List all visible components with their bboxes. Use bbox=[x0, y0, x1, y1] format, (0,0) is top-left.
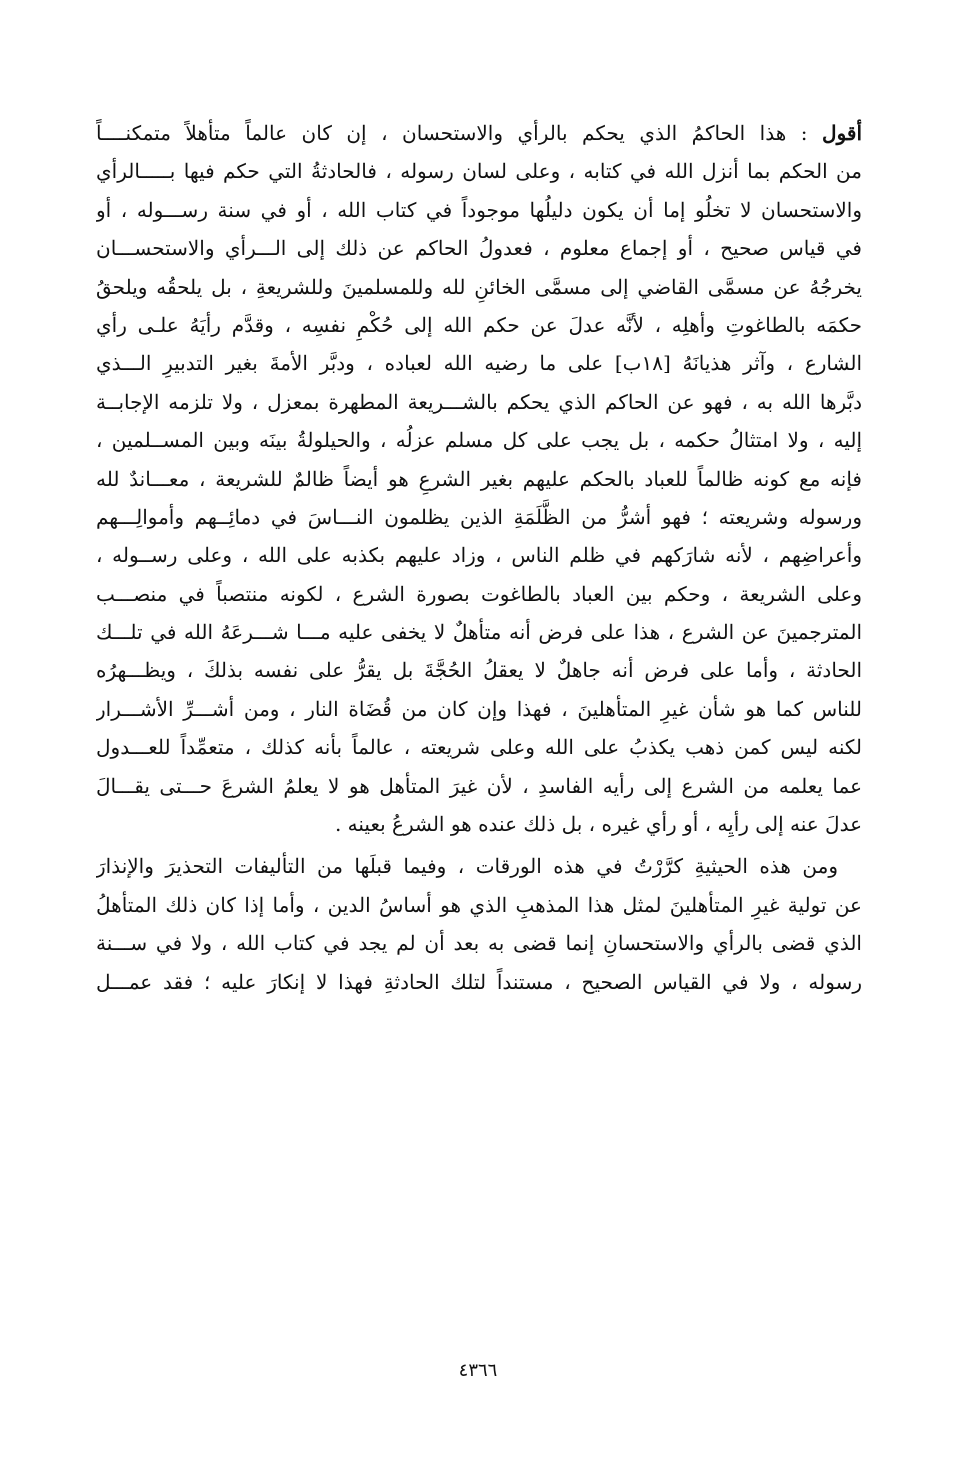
text-line: إليه ، ولا امتثالُ حكمه ، بل يجب على كل مسلم عزلُه ، والحيلولةُ بينَه وبين المســلمين ، bbox=[96, 428, 862, 453]
text-line: الشارع ، وآثر هذيانَهُ [١٨ب] على ما رضيه الله لعباده ، ودبَّر الأمةَ بغير التدبيرِ الـــذي bbox=[96, 351, 862, 376]
text-line: حكمَه بالطاغوتِ وأهلِه ، لأنَّه عدلَ عن حكم الله إلى حُكْمِ نفسِه ، وقدَّم رأيَهُ علـى رأي bbox=[96, 312, 862, 337]
text-line: فإنه مع كونه ظالماً للعباد بالحكم عليهم بغير الشرعِ هو أيضاً ظالمٌ للشريعة ، معـــاندٌ لله bbox=[96, 466, 862, 491]
text-line: وأعراضِهم ، لأنه شارَكهم في ظلم الناس ، وزاد عليهم بكذبه على الله ، وعلى رســوله ، bbox=[96, 543, 862, 568]
text-line: المترجمينَ عن الشرع ، هذا على فرض أنه متأهلٌ لا يخفى عليه مـــا شـــرعَهُ الله في تلـــك bbox=[96, 620, 862, 645]
text-line: عن تولية غيرِ المتأهلينَ لمثل هذا المذهبِ الذي هو أساسُ الدين ، وأما إذا كان ذلك المتأهلُ bbox=[96, 892, 862, 917]
text-line bbox=[96, 114, 862, 152]
text-line: وعلى الشريعة ، وحكم بين العباد بالطاغوت بصورة الشرع ، لكونه منتصباً في منصـــب bbox=[96, 581, 862, 606]
text-line: عما يعلمه من الشرع إلى رأيه الفاسدِ ، لأن غيرَ المتأهل هو لا يعلمُ الشرعَ حـــتى يقـــالَ bbox=[96, 773, 862, 798]
text-line-content: : هذا الحاكمُ الذي يحكم بالرأي والاستحسان ، إن كان عالماً متأهلاً متمكنــــاً bbox=[96, 121, 823, 145]
document-page bbox=[96, 114, 862, 1001]
text-line: ومن هذه الحيثيةِ كرَّرْتُ في هذه الورقات ، وفيما قبلَها من التأليفات التحذيرَ والإنذارَ bbox=[96, 854, 838, 879]
text-line: لكنه ليس كمن ذهب يكذبُ على الله وعلى شريعته ، عالماً بأنه كذلك ، متعمِّداً للعـــدول bbox=[96, 735, 862, 760]
page-number: ٤٣٦٦ bbox=[458, 1360, 498, 1381]
text-line: للناس كما هو شأن غيرِ المتأهلينَ ، فهذا وإن كان من قُضَاة النار ، ومن أشـــرِّ الأشـــرار bbox=[96, 696, 862, 721]
text-line: يخرجُهُ عن مسمَّى القاضي إلى مسمَّى الخائنِ لله وللمسلمينَ وللشريعةِ ، بل يلحقُه ويلحقُ bbox=[96, 274, 862, 299]
text-line: الحادثة ، وأما على فرض أنه جاهلٌ لا يعقلُ الحُجَّةَ بل يقرُّ على نفسه بذلكَ ، ويظـــهرُه bbox=[96, 658, 862, 683]
text-line: من الحكم بما أنزل الله في كتابه ، وعلى لسان رسوله ، فالحادثةُ التي حكم فيها بـــــالرأي bbox=[96, 159, 862, 184]
text-line: في قياس صحيح ، أو إجماع معلوم ، فعدولُ الحاكم عن ذلك إلى الـــرأي والاستحســـان bbox=[96, 236, 862, 261]
text-line: الذي قضى بالرأي والاستحسانِ إنما قضى به بعد أن لم يجد في كتاب الله ، ولا في ســـنة bbox=[96, 931, 862, 956]
text-line: عدلَ عنه إلى رأيِه ، أو رأي غيره ، بل ذلك عنده هو الشرعُ بعينه . bbox=[334, 812, 862, 837]
text-line: ورسوله وشريعته ؛ فهو أشرُّ من الظَّلَمَةِ الذين يظلمون النـــاسَ في دمائِــهم وأموالِـــهم bbox=[96, 504, 862, 529]
paragraph-2 bbox=[96, 847, 862, 1001]
text-line: رسوله ، ولا في القياس الصحيح ، مستنداً لتلك الحادثةِ فهذا لا إنكارَ عليه ؛ فقد عمـــل bbox=[96, 969, 862, 994]
paragraph-1 bbox=[96, 114, 862, 843]
lead-word: أقول bbox=[822, 121, 862, 145]
text-line: والاستحسان لا تخلُو إما أن يكون دليلُها موجوداً في كتاب الله ، أو في سنة رســـوله ، أو bbox=[96, 197, 862, 222]
text-line: دبَّرها الله به ، فهو عن الحاكم الذي يحكم بالشـــريعة المطهرة بمعزل ، ولا تلزمه الإجابــة bbox=[96, 389, 862, 414]
